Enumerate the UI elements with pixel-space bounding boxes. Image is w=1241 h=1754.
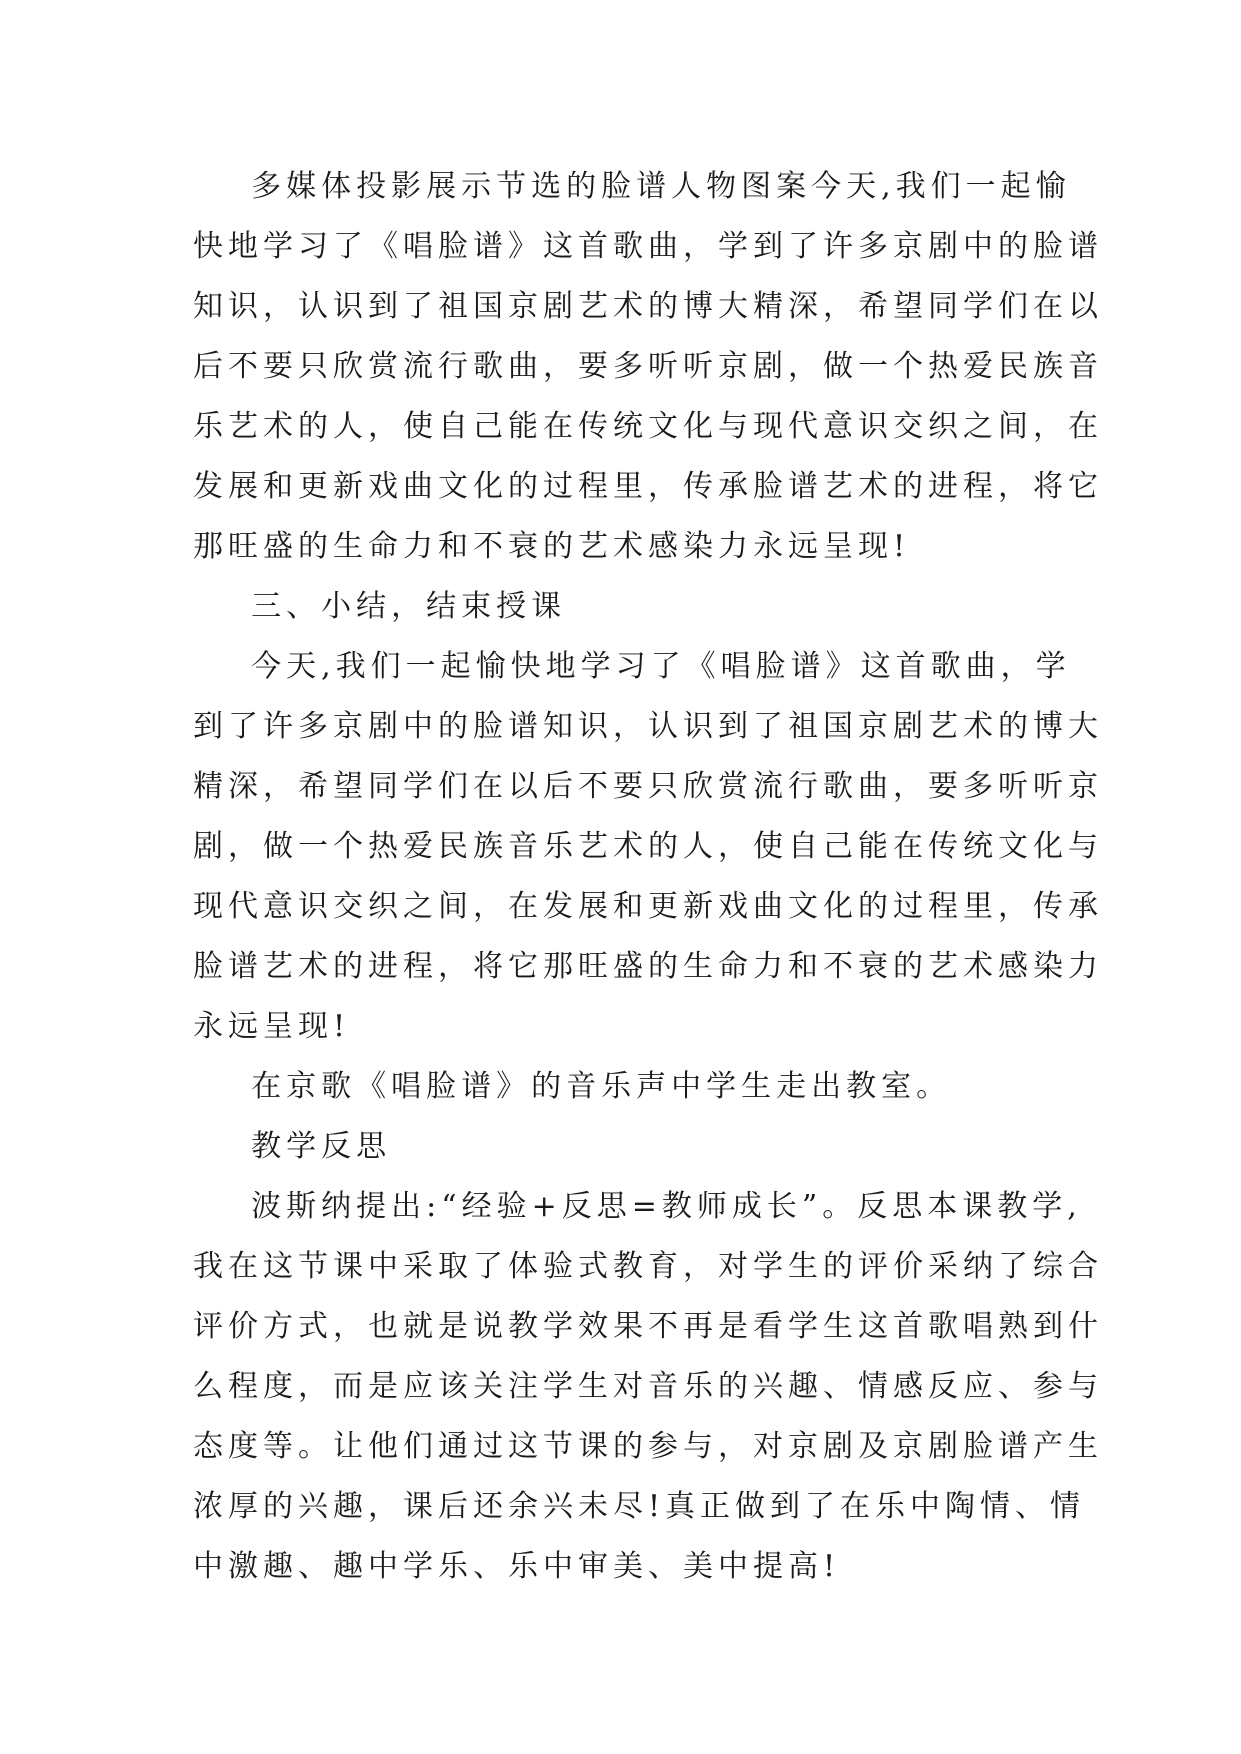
text-line: 波斯纳提出:“经验+反思=教师成长”。反思本课教学, [193,1189,1082,1224]
text-line: 多媒体投影展示节选的脸谱人物图案今天,我们一起愉 [193,169,1071,204]
text-line: 知识，认识到了祖国京剧艺术的博大精深，希望同学们在以 [193,289,1103,324]
text-line: 在京歌《唱脸谱》的音乐声中学生走出教室。 [193,1069,952,1104]
document-body [193,157,1103,1597]
text-line: 中激趣、趣中学乐、乐中审美、美中提高! [193,1549,841,1584]
text-line: 今天,我们一起愉快地学习了《唱脸谱》这首歌曲，学 [193,649,1071,684]
text-line: 乐艺术的人，使自己能在传统文化与现代意识交织之间，在 [193,409,1103,444]
text-line: 浓厚的兴趣，课后还余兴未尽!真正做到了在乐中陶情、情 [193,1489,1086,1524]
text-line: 后不要只欣赏流行歌曲，要多听听京剧，做一个热爱民族音 [193,349,1103,384]
text-line: 永远呈现! [193,1009,351,1044]
text-line: 发展和更新戏曲文化的过程里，传承脸谱艺术的进程，将它 [193,469,1103,504]
text-line: 我在这节课中采取了体验式教育，对学生的评价采纳了综合 [193,1249,1103,1284]
text-line: 剧，做一个热爱民族音乐艺术的人，使自己能在传统文化与 [193,829,1103,864]
text-line: 脸谱艺术的进程，将它那旺盛的生命力和不衰的艺术感染力 [193,949,1103,984]
text-line: 评价方式，也就是说教学效果不再是看学生这首歌唱熟到什 [193,1309,1103,1344]
text-line: 那旺盛的生命力和不衰的艺术感染力永远呈现! [193,529,911,564]
text-line: 精深，希望同学们在以后不要只欣赏流行歌曲，要多听听京 [193,769,1103,804]
section-heading: 三、小结，结束授课 [193,589,567,624]
text-line: 现代意识交织之间，在发展和更新戏曲文化的过程里，传承 [193,889,1103,924]
section-heading: 教学反思 [193,1129,392,1164]
text-line: 快地学习了《唱脸谱》这首歌曲，学到了许多京剧中的脸谱 [193,229,1103,264]
text-line: 到了许多京剧中的脸谱知识，认识到了祖国京剧艺术的博大 [193,709,1103,744]
text-line: 么程度，而是应该关注学生对音乐的兴趣、情感反应、参与 [193,1369,1103,1404]
text-line: 态度等。让他们通过这节课的参与，对京剧及京剧脸谱产生 [193,1429,1103,1464]
